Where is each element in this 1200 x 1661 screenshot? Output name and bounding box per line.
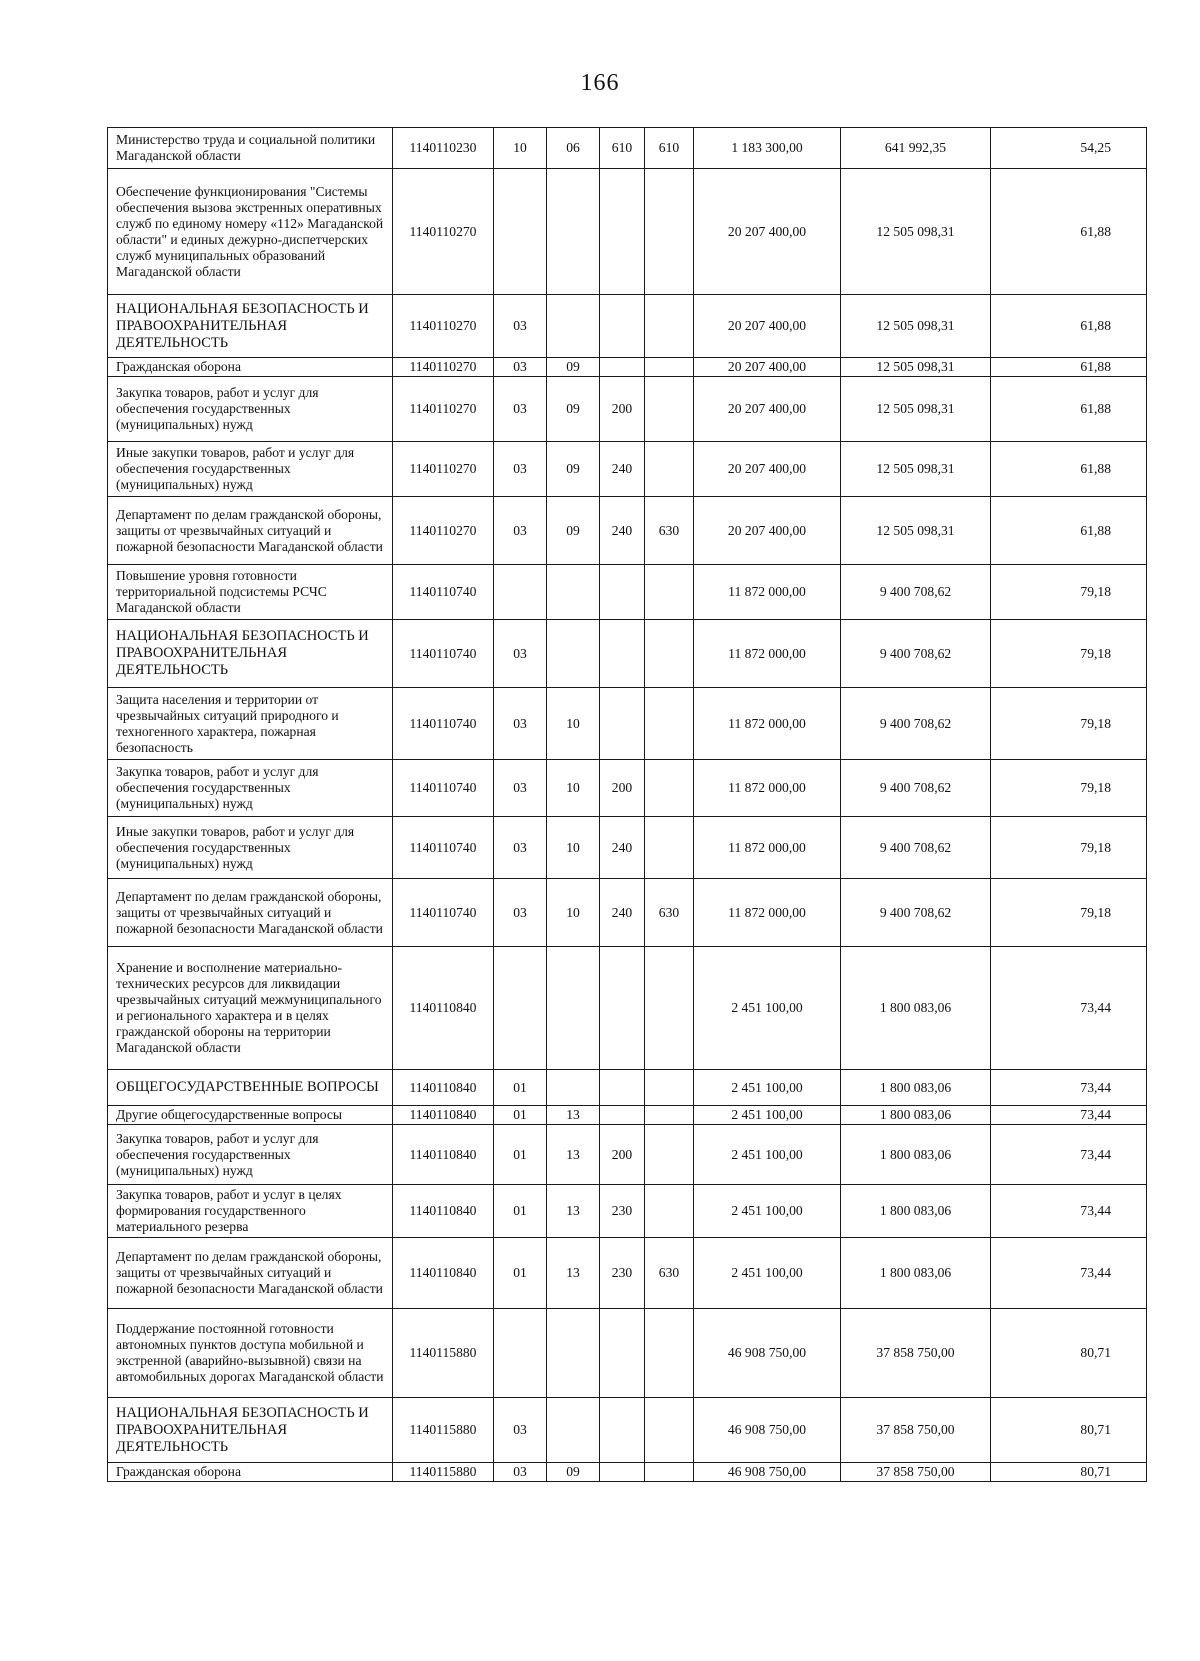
cell-expense-type — [600, 565, 645, 620]
cell-name: Гражданская оборона — [108, 1463, 393, 1482]
cell-percent: 61,88 — [991, 442, 1147, 497]
cell-admin-code — [645, 1463, 694, 1482]
cell-target-code: 1140110740 — [393, 760, 494, 817]
cell-section: 03 — [494, 442, 547, 497]
cell-admin-code — [645, 565, 694, 620]
cell-subsection — [547, 1309, 600, 1398]
cell-name: Иные закупки товаров, работ и услуг для обеспечения государственных (муниципальных) нужд — [108, 817, 393, 879]
table-row — [108, 1309, 1147, 1398]
cell-section — [494, 1309, 547, 1398]
cell-target-code: 1140115880 — [393, 1463, 494, 1482]
cell-expense-type: 240 — [600, 817, 645, 879]
cell-expense-type — [600, 1398, 645, 1463]
cell-percent: 73,44 — [991, 947, 1147, 1070]
cell-actual-amount: 12 505 098,31 — [841, 377, 991, 442]
cell-subsection: 09 — [547, 442, 600, 497]
cell-target-code: 1140110270 — [393, 377, 494, 442]
cell-planned-amount: 46 908 750,00 — [694, 1463, 841, 1482]
cell-percent: 80,71 — [991, 1398, 1147, 1463]
cell-name: НАЦИОНАЛЬНАЯ БЕЗОПАСНОСТЬ И ПРАВООХРАНИТЕЛЬНАЯ ДЕЯТЕЛЬНОСТЬ — [108, 295, 393, 358]
cell-percent: 79,18 — [991, 565, 1147, 620]
cell-target-code: 1140110840 — [393, 1125, 494, 1185]
cell-expense-type — [600, 1070, 645, 1106]
cell-target-code: 1140110270 — [393, 169, 494, 295]
cell-actual-amount: 1 800 083,06 — [841, 1238, 991, 1309]
cell-name: НАЦИОНАЛЬНАЯ БЕЗОПАСНОСТЬ И ПРАВООХРАНИТЕЛЬНАЯ ДЕЯТЕЛЬНОСТЬ — [108, 620, 393, 688]
cell-percent: 61,88 — [991, 295, 1147, 358]
cell-percent: 73,44 — [991, 1185, 1147, 1238]
cell-name: Защита населения и территории от чрезвычайных ситуаций природного и техногенного характера, пожарная безопасность — [108, 688, 393, 760]
cell-admin-code — [645, 1398, 694, 1463]
table-row — [108, 169, 1147, 295]
cell-target-code: 1140110840 — [393, 1106, 494, 1125]
cell-percent: 79,18 — [991, 760, 1147, 817]
cell-subsection — [547, 620, 600, 688]
cell-planned-amount: 11 872 000,00 — [694, 817, 841, 879]
table-row — [108, 1106, 1147, 1125]
cell-section: 01 — [494, 1238, 547, 1309]
cell-percent: 80,71 — [991, 1309, 1147, 1398]
cell-subsection: 06 — [547, 128, 600, 169]
table-row — [108, 1398, 1147, 1463]
cell-section: 10 — [494, 128, 547, 169]
table-body — [108, 128, 1147, 1482]
cell-actual-amount: 9 400 708,62 — [841, 565, 991, 620]
table-row — [108, 688, 1147, 760]
cell-expense-type: 200 — [600, 760, 645, 817]
cell-actual-amount: 9 400 708,62 — [841, 879, 991, 947]
cell-actual-amount: 1 800 083,06 — [841, 947, 991, 1070]
cell-planned-amount: 46 908 750,00 — [694, 1398, 841, 1463]
cell-expense-type — [600, 620, 645, 688]
cell-target-code: 1140115880 — [393, 1398, 494, 1463]
cell-admin-code: 610 — [645, 128, 694, 169]
table-row — [108, 947, 1147, 1070]
cell-name: Хранение и восполнение материально-технических ресурсов для ликвидации чрезвычайных ситуаций межмуниципального и регионального характера и в целях гражданской обороны на территории Магаданской области — [108, 947, 393, 1070]
cell-planned-amount: 2 451 100,00 — [694, 1106, 841, 1125]
cell-name: Поддержание постоянной готовности автономных пунктов доступа мобильной и экстренной (аварийно-вызывной) связи на автомобильных дорогах Магаданской области — [108, 1309, 393, 1398]
cell-subsection — [547, 169, 600, 295]
cell-admin-code — [645, 358, 694, 377]
cell-actual-amount: 12 505 098,31 — [841, 169, 991, 295]
budget-execution-table — [107, 127, 1147, 1482]
cell-percent: 79,18 — [991, 620, 1147, 688]
cell-actual-amount: 12 505 098,31 — [841, 497, 991, 565]
cell-admin-code — [645, 817, 694, 879]
cell-section: 03 — [494, 377, 547, 442]
table-row — [108, 295, 1147, 358]
cell-actual-amount: 37 858 750,00 — [841, 1463, 991, 1482]
cell-planned-amount: 20 207 400,00 — [694, 497, 841, 565]
cell-actual-amount: 1 800 083,06 — [841, 1070, 991, 1106]
cell-section: 03 — [494, 358, 547, 377]
cell-name: Повышение уровня готовности территориальной подсистемы РСЧС Магаданской области — [108, 565, 393, 620]
table-row — [108, 817, 1147, 879]
cell-subsection: 09 — [547, 377, 600, 442]
cell-planned-amount: 11 872 000,00 — [694, 620, 841, 688]
cell-actual-amount: 641 992,35 — [841, 128, 991, 169]
cell-planned-amount: 2 451 100,00 — [694, 947, 841, 1070]
cell-name: Министерство труда и социальной политики Магаданской области — [108, 128, 393, 169]
cell-percent: 79,18 — [991, 879, 1147, 947]
cell-planned-amount: 2 451 100,00 — [694, 1185, 841, 1238]
cell-expense-type: 200 — [600, 1125, 645, 1185]
cell-admin-code — [645, 1309, 694, 1398]
cell-percent: 61,88 — [991, 358, 1147, 377]
cell-expense-type: 240 — [600, 497, 645, 565]
cell-admin-code: 630 — [645, 1238, 694, 1309]
cell-actual-amount: 12 505 098,31 — [841, 295, 991, 358]
cell-actual-amount: 9 400 708,62 — [841, 817, 991, 879]
cell-expense-type: 230 — [600, 1185, 645, 1238]
cell-section: 03 — [494, 295, 547, 358]
cell-subsection: 13 — [547, 1106, 600, 1125]
cell-expense-type: 230 — [600, 1238, 645, 1309]
cell-planned-amount: 11 872 000,00 — [694, 760, 841, 817]
cell-section: 03 — [494, 620, 547, 688]
cell-section: 03 — [494, 879, 547, 947]
cell-admin-code — [645, 169, 694, 295]
cell-section: 03 — [494, 688, 547, 760]
cell-subsection: 13 — [547, 1238, 600, 1309]
cell-planned-amount: 2 451 100,00 — [694, 1238, 841, 1309]
cell-planned-amount: 20 207 400,00 — [694, 295, 841, 358]
cell-admin-code — [645, 1125, 694, 1185]
cell-subsection: 13 — [547, 1125, 600, 1185]
cell-expense-type — [600, 688, 645, 760]
cell-subsection: 13 — [547, 1185, 600, 1238]
cell-planned-amount: 20 207 400,00 — [694, 377, 841, 442]
cell-expense-type — [600, 1463, 645, 1482]
table-row — [108, 1185, 1147, 1238]
cell-name: Гражданская оборона — [108, 358, 393, 377]
cell-section — [494, 169, 547, 295]
cell-target-code: 1140110840 — [393, 1185, 494, 1238]
cell-section: 03 — [494, 760, 547, 817]
cell-planned-amount: 11 872 000,00 — [694, 879, 841, 947]
cell-section: 01 — [494, 1106, 547, 1125]
table-row — [108, 497, 1147, 565]
cell-percent: 61,88 — [991, 169, 1147, 295]
table-row — [108, 620, 1147, 688]
cell-actual-amount: 9 400 708,62 — [841, 620, 991, 688]
cell-admin-code — [645, 1070, 694, 1106]
cell-expense-type — [600, 1106, 645, 1125]
table-row — [108, 358, 1147, 377]
cell-name: Другие общегосударственные вопросы — [108, 1106, 393, 1125]
cell-subsection — [547, 1070, 600, 1106]
table-row — [108, 1238, 1147, 1309]
cell-admin-code — [645, 947, 694, 1070]
cell-percent: 73,44 — [991, 1238, 1147, 1309]
cell-subsection — [547, 1398, 600, 1463]
cell-planned-amount: 2 451 100,00 — [694, 1125, 841, 1185]
cell-admin-code — [645, 1185, 694, 1238]
cell-actual-amount: 37 858 750,00 — [841, 1309, 991, 1398]
cell-target-code: 1140115880 — [393, 1309, 494, 1398]
cell-admin-code — [645, 295, 694, 358]
table-row — [108, 442, 1147, 497]
cell-subsection: 09 — [547, 497, 600, 565]
cell-percent: 79,18 — [991, 817, 1147, 879]
cell-subsection — [547, 947, 600, 1070]
cell-admin-code — [645, 688, 694, 760]
table-row — [108, 565, 1147, 620]
cell-expense-type — [600, 295, 645, 358]
cell-expense-type: 240 — [600, 879, 645, 947]
cell-target-code: 1140110230 — [393, 128, 494, 169]
cell-expense-type — [600, 947, 645, 1070]
cell-planned-amount: 20 207 400,00 — [694, 358, 841, 377]
cell-percent: 73,44 — [991, 1125, 1147, 1185]
cell-actual-amount: 37 858 750,00 — [841, 1398, 991, 1463]
cell-section: 03 — [494, 1398, 547, 1463]
cell-subsection: 09 — [547, 1463, 600, 1482]
cell-percent: 61,88 — [991, 497, 1147, 565]
cell-percent: 80,71 — [991, 1463, 1147, 1482]
cell-target-code: 1140110740 — [393, 565, 494, 620]
cell-planned-amount: 11 872 000,00 — [694, 565, 841, 620]
table-row — [108, 1463, 1147, 1482]
cell-name: Закупка товаров, работ и услуг для обеспечения государственных (муниципальных) нужд — [108, 1125, 393, 1185]
cell-section: 03 — [494, 497, 547, 565]
cell-planned-amount: 20 207 400,00 — [694, 169, 841, 295]
cell-actual-amount: 1 800 083,06 — [841, 1185, 991, 1238]
cell-name: Обеспечение функционирования "Системы обеспечения вызова экстренных оперативных служб по единому номеру «112» Магаданской области" и единых дежурно-диспетчерских служб муниципальных образований Магаданской области — [108, 169, 393, 295]
cell-subsection — [547, 295, 600, 358]
table-row — [108, 1125, 1147, 1185]
cell-actual-amount: 9 400 708,62 — [841, 760, 991, 817]
cell-subsection: 10 — [547, 879, 600, 947]
cell-target-code: 1140110740 — [393, 817, 494, 879]
cell-admin-code — [645, 760, 694, 817]
cell-target-code: 1140110840 — [393, 1070, 494, 1106]
cell-name: ОБЩЕГОСУДАРСТВЕННЫЕ ВОПРОСЫ — [108, 1070, 393, 1106]
cell-name: Закупка товаров, работ и услуг для обеспечения государственных (муниципальных) нужд — [108, 377, 393, 442]
cell-expense-type — [600, 169, 645, 295]
cell-name: Департамент по делам гражданской обороны, защиты от чрезвычайных ситуаций и пожарной безопасности Магаданской области — [108, 497, 393, 565]
cell-admin-code — [645, 377, 694, 442]
cell-admin-code: 630 — [645, 879, 694, 947]
cell-actual-amount: 12 505 098,31 — [841, 358, 991, 377]
table-row — [108, 760, 1147, 817]
cell-target-code: 1140110270 — [393, 497, 494, 565]
table-row — [108, 128, 1147, 169]
cell-expense-type: 240 — [600, 442, 645, 497]
cell-name: Департамент по делам гражданской обороны, защиты от чрезвычайных ситуаций и пожарной безопасности Магаданской области — [108, 879, 393, 947]
cell-percent: 73,44 — [991, 1070, 1147, 1106]
cell-subsection — [547, 565, 600, 620]
cell-name: Иные закупки товаров, работ и услуг для обеспечения государственных (муниципальных) нужд — [108, 442, 393, 497]
cell-subsection: 09 — [547, 358, 600, 377]
page-number: 166 — [580, 70, 620, 96]
cell-name: Закупка товаров, работ и услуг для обеспечения государственных (муниципальных) нужд — [108, 760, 393, 817]
cell-actual-amount: 1 800 083,06 — [841, 1125, 991, 1185]
cell-section: 03 — [494, 817, 547, 879]
cell-target-code: 1140110270 — [393, 295, 494, 358]
cell-section: 01 — [494, 1070, 547, 1106]
cell-percent: 61,88 — [991, 377, 1147, 442]
cell-expense-type — [600, 1309, 645, 1398]
cell-target-code: 1140110740 — [393, 879, 494, 947]
cell-section: 03 — [494, 1463, 547, 1482]
cell-expense-type: 200 — [600, 377, 645, 442]
table-row — [108, 1070, 1147, 1106]
cell-admin-code — [645, 620, 694, 688]
cell-expense-type — [600, 358, 645, 377]
cell-planned-amount: 20 207 400,00 — [694, 442, 841, 497]
cell-admin-code — [645, 442, 694, 497]
cell-actual-amount: 12 505 098,31 — [841, 442, 991, 497]
cell-section — [494, 565, 547, 620]
cell-name: Департамент по делам гражданской обороны, защиты от чрезвычайных ситуаций и пожарной безопасности Магаданской области — [108, 1238, 393, 1309]
cell-percent: 73,44 — [991, 1106, 1147, 1125]
cell-target-code: 1140110840 — [393, 1238, 494, 1309]
cell-admin-code — [645, 1106, 694, 1125]
cell-actual-amount: 1 800 083,06 — [841, 1106, 991, 1125]
cell-percent: 54,25 — [991, 128, 1147, 169]
cell-planned-amount: 46 908 750,00 — [694, 1309, 841, 1398]
cell-target-code: 1140110740 — [393, 688, 494, 760]
cell-percent: 79,18 — [991, 688, 1147, 760]
cell-target-code: 1140110270 — [393, 358, 494, 377]
cell-name: НАЦИОНАЛЬНАЯ БЕЗОПАСНОСТЬ И ПРАВООХРАНИТЕЛЬНАЯ ДЕЯТЕЛЬНОСТЬ — [108, 1398, 393, 1463]
cell-subsection: 10 — [547, 688, 600, 760]
cell-subsection: 10 — [547, 760, 600, 817]
table-row — [108, 879, 1147, 947]
cell-actual-amount: 9 400 708,62 — [841, 688, 991, 760]
cell-target-code: 1140110740 — [393, 620, 494, 688]
cell-name: Закупка товаров, работ и услуг в целях формирования государственного материального резерва — [108, 1185, 393, 1238]
cell-section — [494, 947, 547, 1070]
cell-expense-type: 610 — [600, 128, 645, 169]
cell-target-code: 1140110270 — [393, 442, 494, 497]
cell-planned-amount: 1 183 300,00 — [694, 128, 841, 169]
cell-subsection: 10 — [547, 817, 600, 879]
cell-planned-amount: 2 451 100,00 — [694, 1070, 841, 1106]
cell-planned-amount: 11 872 000,00 — [694, 688, 841, 760]
cell-target-code: 1140110840 — [393, 947, 494, 1070]
cell-section: 01 — [494, 1185, 547, 1238]
cell-admin-code: 630 — [645, 497, 694, 565]
cell-section: 01 — [494, 1125, 547, 1185]
table-row — [108, 377, 1147, 442]
